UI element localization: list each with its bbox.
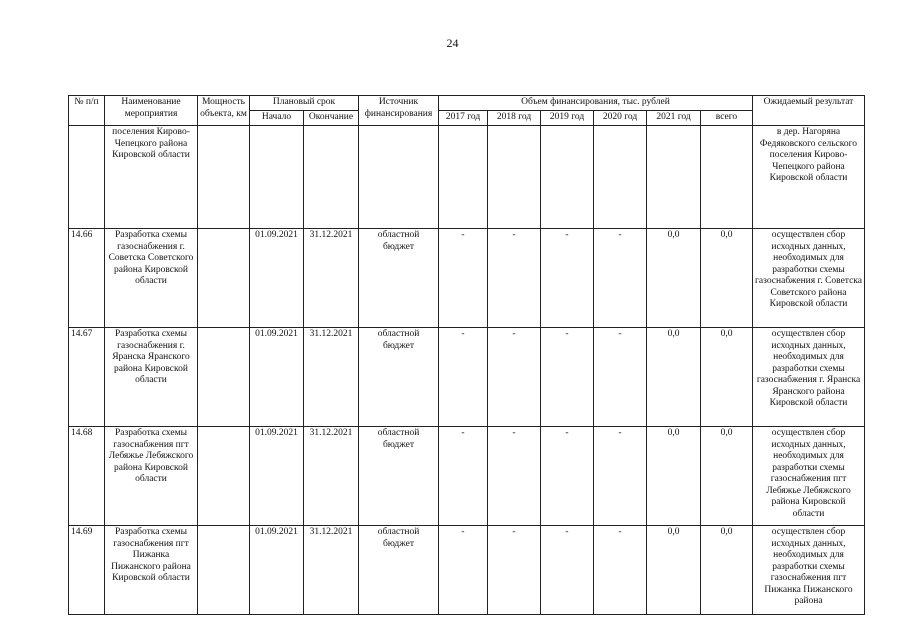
cell-start: 01.09.2021: [250, 229, 304, 328]
cell-result: осуществлен сбор исходных данных, необходимых для разработки схемы газоснабжения г. Яранска Яранского района Кировской области: [753, 328, 865, 427]
cell-end: 31.12.2021: [304, 328, 359, 427]
cell-num: 14.67: [69, 328, 105, 427]
cell-2021: 0,0: [647, 526, 701, 615]
cell-total: 0,0: [701, 328, 753, 427]
cell-capacity: [198, 229, 250, 328]
table-row: [69, 126, 865, 229]
cell-2020: -: [594, 427, 647, 526]
cell-source: областной бюджет: [359, 229, 439, 328]
cell-source: областной бюджет: [359, 526, 439, 615]
cell-2018: -: [488, 427, 541, 526]
cell-name: Разработка схемы газоснабжения г. Яранска Яранского района Кировской области: [105, 328, 198, 427]
table-row: [69, 427, 865, 526]
header-year-2020: 2020 год: [594, 111, 647, 126]
header-total: всего: [701, 111, 753, 126]
header-result: Ожидаемый результат: [753, 96, 865, 126]
cell-2019: -: [541, 229, 594, 328]
cell-total: 0,0: [701, 526, 753, 615]
cell-start: 01.09.2021: [250, 328, 304, 427]
cell-name: поселения Кирово-Чепецкого района Кировской области: [105, 126, 198, 229]
cell-total: [701, 126, 753, 229]
cell-result: осуществлен сбор исходных данных, необходимых для разработки схемы газоснабжения пгт Лебяжье Лебяжского района Кировской области: [753, 427, 865, 526]
cell-num: 14.66: [69, 229, 105, 328]
header-name: Наименование мероприятия: [105, 96, 198, 126]
table-row: [69, 328, 865, 427]
cell-name: Разработка схемы газоснабжения пгт Лебяжье Лебяжского района Кировской области: [105, 427, 198, 526]
header-year-2018: 2018 год: [488, 111, 541, 126]
cell-2018: [488, 126, 541, 229]
cell-num: [69, 126, 105, 229]
cell-capacity: [198, 526, 250, 615]
cell-start: 01.09.2021: [250, 526, 304, 615]
cell-2019: [541, 126, 594, 229]
header-year-2017: 2017 год: [439, 111, 488, 126]
cell-name: Разработка схемы газоснабжения г. Советска Советского района Кировской области: [105, 229, 198, 328]
cell-2021: 0,0: [647, 229, 701, 328]
cell-2020: -: [594, 229, 647, 328]
cell-2018: -: [488, 328, 541, 427]
header-term: Плановый срок: [250, 96, 359, 111]
cell-end: 31.12.2021: [304, 526, 359, 615]
cell-capacity: [198, 126, 250, 229]
cell-2019: -: [541, 526, 594, 615]
cell-2017: -: [439, 526, 488, 615]
cell-end: [304, 126, 359, 229]
cell-2017: -: [439, 427, 488, 526]
cell-2017: -: [439, 229, 488, 328]
table-row: [69, 526, 865, 615]
cell-2021: [647, 126, 701, 229]
cell-2017: -: [439, 328, 488, 427]
table-row: [69, 229, 865, 328]
cell-name: Разработка схемы газоснабжения пгт Пижанка Пижанского района Кировской области: [105, 526, 198, 615]
cell-start: 01.09.2021: [250, 427, 304, 526]
page-number: 24: [446, 36, 459, 50]
cell-total: 0,0: [701, 229, 753, 328]
cell-2018: -: [488, 229, 541, 328]
cell-2017: [439, 126, 488, 229]
cell-2019: -: [541, 328, 594, 427]
cell-num: 14.69: [69, 526, 105, 615]
header-capacity: Мощность объекта, км: [198, 96, 250, 126]
header-term-start: Начало: [250, 111, 304, 126]
cell-2020: [594, 126, 647, 229]
header-volume: Объем финансирования, тыс. рублей: [439, 96, 753, 111]
cell-capacity: [198, 427, 250, 526]
cell-result: осуществлен сбор исходных данных, необходимых для разработки схемы газоснабжения г. Советска Советского района Кировской области: [753, 229, 865, 328]
cell-total: 0,0: [701, 427, 753, 526]
header-year-2021: 2021 год: [647, 111, 701, 126]
header-term-end: Окончание: [304, 111, 359, 126]
cell-2021: 0,0: [647, 427, 701, 526]
cell-num: 14.68: [69, 427, 105, 526]
header-source: Источник финансирования: [359, 96, 439, 126]
header-num: № п/п: [69, 96, 105, 126]
header-year-2019: 2019 год: [541, 111, 594, 126]
cell-end: 31.12.2021: [304, 229, 359, 328]
cell-2020: -: [594, 526, 647, 615]
cell-2021: 0,0: [647, 328, 701, 427]
cell-start: [250, 126, 304, 229]
cell-end: 31.12.2021: [304, 427, 359, 526]
cell-capacity: [198, 328, 250, 427]
cell-result: в дер. Нагоряна Федяковского сельского поселения Кирово-Чепецкого района Кировской области: [753, 126, 865, 229]
cell-source: областной бюджет: [359, 328, 439, 427]
cell-source: [359, 126, 439, 229]
financing-table: [68, 95, 865, 615]
cell-2018: -: [488, 526, 541, 615]
cell-2019: -: [541, 427, 594, 526]
cell-result: осуществлен сбор исходных данных, необходимых для разработки схемы газоснабжения пгт Пижанка Пижанского района: [753, 526, 865, 615]
cell-source: областной бюджет: [359, 427, 439, 526]
cell-2020: -: [594, 328, 647, 427]
